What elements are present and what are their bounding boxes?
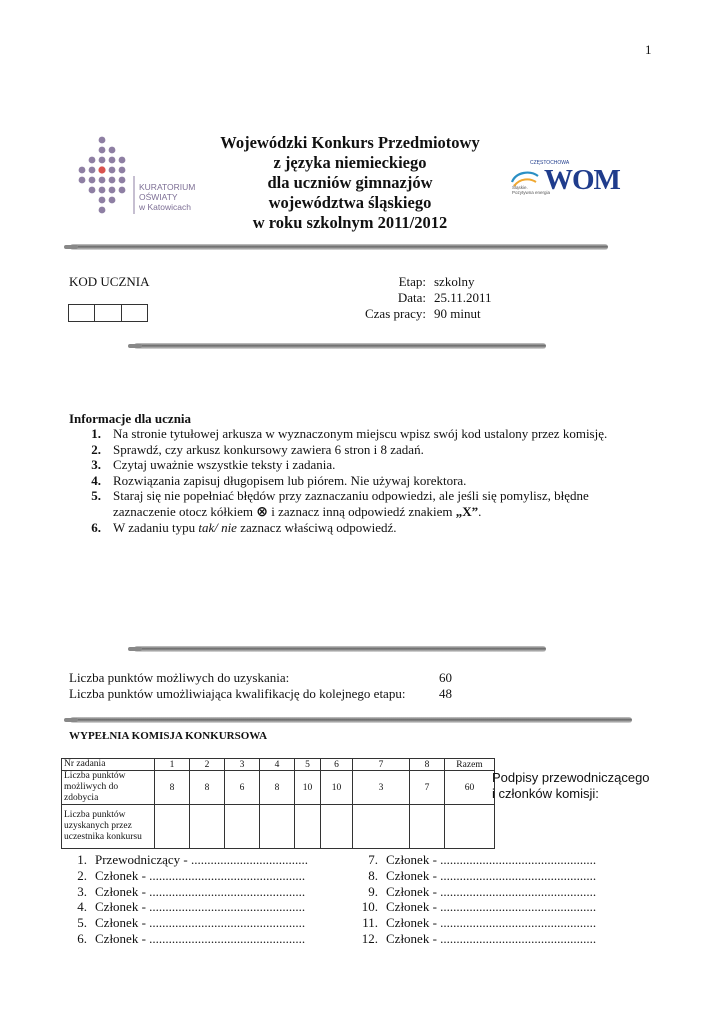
table-header-cell: 6 bbox=[321, 759, 353, 771]
signatures-line: Podpisy przewodniczącego bbox=[492, 770, 650, 785]
list-item bbox=[61, 915, 308, 931]
table-cell: 10 bbox=[295, 771, 321, 805]
table-header-cell: 8 bbox=[410, 759, 445, 771]
list-item bbox=[61, 899, 308, 915]
title-line: Wojewódzki Konkurs Przedmiotowy bbox=[220, 133, 480, 152]
member-line: Członek - ................................................ bbox=[95, 930, 306, 946]
members-right bbox=[352, 852, 596, 947]
members-left bbox=[61, 852, 308, 947]
score-input-cell[interactable] bbox=[321, 805, 353, 849]
code-box[interactable] bbox=[69, 305, 95, 321]
list-item bbox=[61, 868, 308, 884]
logo-kuratorium-line3: w Katowicach bbox=[139, 202, 191, 212]
wom-brand: WOM bbox=[544, 164, 620, 196]
score-input-cell[interactable] bbox=[225, 805, 260, 849]
member-line: Członek - ................................................ bbox=[386, 883, 597, 899]
table-cell: 7 bbox=[410, 771, 445, 805]
item-number: 3. bbox=[91, 457, 101, 472]
slaskie-line2: Pozytywna energia bbox=[512, 190, 551, 195]
table-header-cell: 4 bbox=[260, 759, 295, 771]
score-input-cell[interactable] bbox=[445, 805, 495, 849]
list-item bbox=[69, 442, 629, 458]
score-input-cell[interactable] bbox=[190, 805, 225, 849]
member-number: 1. bbox=[77, 852, 87, 867]
circled-x-icon: ⊗ bbox=[256, 503, 269, 520]
member-line: Członek - ................................................ bbox=[95, 867, 306, 883]
kuratorium-logo bbox=[72, 132, 202, 222]
table-cell: 6 bbox=[225, 771, 260, 805]
list-item bbox=[61, 852, 308, 868]
table-header-cell: 7 bbox=[353, 759, 410, 771]
item-number: 5. bbox=[91, 488, 101, 503]
member-number: 11. bbox=[362, 915, 378, 931]
title-line: dla uczniów gimnazjów bbox=[267, 173, 433, 192]
wom-logo bbox=[508, 160, 620, 200]
page-title bbox=[190, 133, 510, 233]
student-code-boxes[interactable] bbox=[68, 304, 148, 322]
item-number: 2. bbox=[91, 441, 101, 457]
item-text: Rozwiązania zapisuj długopisem lub piórem. Nie używaj korektora. bbox=[113, 472, 467, 488]
item-text: Na stronie tytułowej arkusza w wyznaczonym miejscu wpisz swój kod ustalony przez komisję. bbox=[113, 426, 608, 441]
table-row bbox=[62, 805, 495, 849]
list-item bbox=[352, 884, 596, 900]
list-item bbox=[69, 520, 629, 536]
item-text-italic: tak/ nie bbox=[198, 520, 237, 535]
points-label: Liczba punktów możliwych do uzyskania: bbox=[69, 670, 290, 685]
item-number: 1. bbox=[91, 426, 101, 441]
table-cell: 10 bbox=[321, 771, 353, 805]
divider bbox=[70, 717, 632, 723]
item-text: i zaznacz inną odpowiedź znakiem bbox=[268, 503, 456, 519]
list-item bbox=[61, 884, 308, 900]
max-points-label: Liczba punktów możliwych do zdobycia bbox=[62, 771, 155, 805]
member-line: Członek - ................................................ bbox=[386, 852, 597, 867]
member-line: Przewodniczący - .................................... bbox=[95, 852, 309, 867]
table-row bbox=[62, 759, 495, 771]
score-table bbox=[61, 758, 495, 849]
score-input-cell[interactable] bbox=[353, 805, 410, 849]
member-number: 9. bbox=[368, 883, 378, 899]
title-line: w roku szkolnym 2011/2012 bbox=[252, 213, 448, 232]
list-item bbox=[61, 931, 308, 947]
member-number: 8. bbox=[368, 867, 378, 883]
member-line: Członek - ................................................ bbox=[386, 867, 597, 883]
table-cell: 8 bbox=[260, 771, 295, 805]
table-row bbox=[62, 771, 495, 805]
item-number: 4. bbox=[91, 472, 101, 488]
exam-info-key: Etap: bbox=[398, 274, 426, 289]
exam-info-value: 25.11.2011 bbox=[434, 290, 492, 305]
table-header-cell: 2 bbox=[190, 759, 225, 771]
list-item bbox=[352, 931, 596, 947]
table-header-cell: 1 bbox=[155, 759, 190, 771]
list-item bbox=[352, 868, 596, 884]
list-item bbox=[69, 457, 629, 473]
score-input-cell[interactable] bbox=[410, 805, 445, 849]
member-number: 6. bbox=[77, 930, 87, 946]
member-number: 4. bbox=[77, 899, 87, 915]
list-item bbox=[352, 852, 596, 868]
member-number: 7. bbox=[368, 852, 378, 867]
table-header-cell: 5 bbox=[295, 759, 321, 771]
code-box[interactable] bbox=[95, 305, 121, 321]
item-number: 6. bbox=[91, 520, 101, 535]
item-text: Staraj się nie popełniać błędów przy zaznaczaniu odpowiedzi, ale jeśli się pomylisz, błędne zaznaczenie otocz kółkiem bbox=[113, 488, 589, 519]
commission-heading: WYPEŁNIA KOMISJA KONKURSOWA bbox=[69, 730, 268, 742]
table-header-cell: Razem bbox=[445, 759, 495, 771]
page-number: 1 bbox=[645, 42, 652, 57]
points-value: 48 bbox=[439, 686, 452, 701]
table-cell: 8 bbox=[190, 771, 225, 805]
list-item bbox=[352, 899, 596, 915]
member-number: 12. bbox=[361, 930, 378, 946]
table-cell: 8 bbox=[155, 771, 190, 805]
member-line: Członek - ................................................ bbox=[386, 899, 597, 915]
x-mark: „X” bbox=[455, 503, 479, 519]
points-value: 60 bbox=[439, 670, 452, 685]
exam-info-key: Data: bbox=[397, 290, 426, 305]
list-item bbox=[69, 426, 629, 442]
points-label: Liczba punktów umożliwiająca kwalifikację do kolejnego etapu: bbox=[69, 686, 406, 701]
points-info bbox=[69, 670, 452, 702]
title-line: z języka niemieckiego bbox=[273, 153, 427, 172]
item-text: Czytaj uważnie wszystkie teksty i zadania. bbox=[113, 457, 336, 472]
info-list bbox=[69, 426, 629, 536]
item-text: zaznacz właściwą odpowiedź. bbox=[236, 520, 397, 535]
score-input-cell[interactable] bbox=[155, 805, 190, 849]
obtained-points-label: Liczba punktów uzyskanych przez uczestnika konkursu bbox=[62, 805, 155, 849]
table-cell: 3 bbox=[353, 771, 410, 805]
member-line: Członek - ................................................ bbox=[95, 915, 306, 931]
table-header-label: Nr zadania bbox=[62, 759, 155, 771]
member-number: 10. bbox=[361, 899, 378, 915]
table-header-cell: 3 bbox=[225, 759, 260, 771]
member-line: Członek - ................................................ bbox=[386, 915, 597, 931]
item-text: . bbox=[478, 503, 482, 519]
exam-info-key: Czas pracy: bbox=[364, 306, 426, 321]
code-box[interactable] bbox=[122, 305, 147, 321]
score-input-cell[interactable] bbox=[295, 805, 321, 849]
slaskie-line1: Śląskie. bbox=[512, 185, 528, 190]
member-number: 2. bbox=[77, 867, 87, 883]
signatures-label bbox=[492, 770, 650, 802]
table-cell: 60 bbox=[445, 771, 495, 805]
member-line: Członek - ................................................ bbox=[95, 899, 306, 915]
divider bbox=[134, 343, 546, 349]
exam-info-value: szkolny bbox=[434, 274, 475, 289]
member-line: Członek - ................................................ bbox=[95, 883, 306, 899]
title-line: województwa śląskiego bbox=[268, 193, 432, 212]
member-line: Członek - ................................................ bbox=[386, 930, 597, 946]
exam-info bbox=[330, 274, 492, 322]
item-text: Sprawdź, czy arkusz konkursowy zawiera 6 stron i 8 zadań. bbox=[113, 441, 424, 457]
divider bbox=[70, 244, 608, 250]
logo-kuratorium-line1: KURATORIUM bbox=[139, 182, 196, 192]
signatures-line: i członków komisji: bbox=[492, 786, 599, 801]
logo-kuratorium-line2: OŚWIATY bbox=[139, 192, 178, 202]
student-code-label: KOD UCZNIA bbox=[69, 274, 150, 289]
member-number: 3. bbox=[77, 883, 87, 899]
list-item bbox=[69, 473, 629, 489]
divider bbox=[134, 646, 546, 652]
score-input-cell[interactable] bbox=[260, 805, 295, 849]
exam-info-value: 90 minut bbox=[434, 306, 481, 321]
member-number: 5. bbox=[77, 915, 87, 931]
wom-city: CZĘSTOCHOWA bbox=[530, 160, 570, 166]
info-heading: Informacje dla ucznia bbox=[69, 411, 192, 426]
list-item bbox=[352, 915, 596, 931]
list-item bbox=[69, 488, 629, 520]
item-text: W zadaniu typu bbox=[113, 520, 199, 535]
